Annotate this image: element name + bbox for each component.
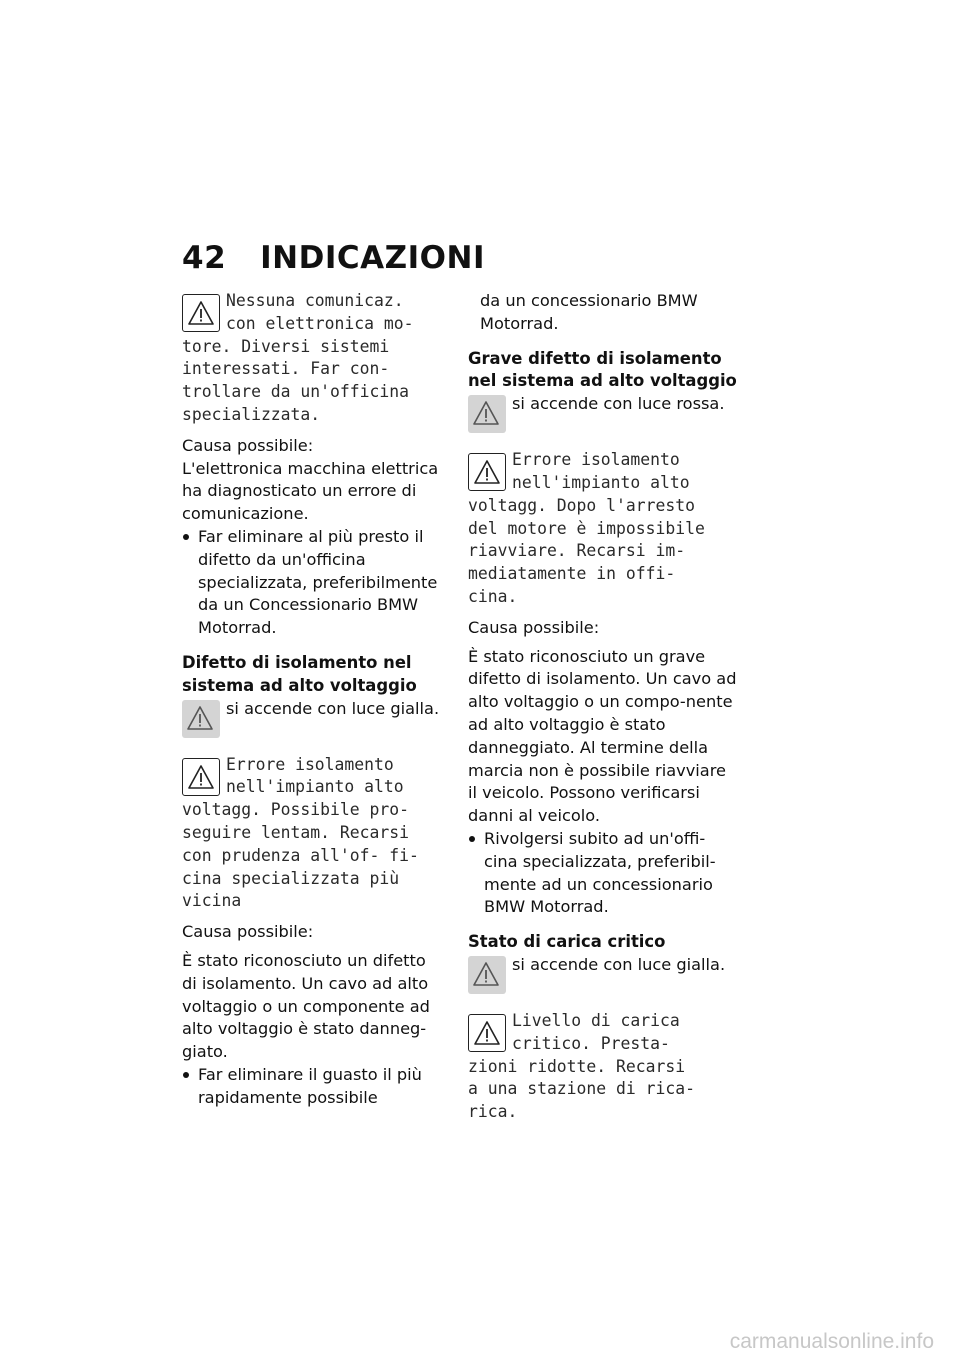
cause-text: È stato riconosciuto un difetto di isolamento. Un cavo ad alto voltaggio o un componente ad alto voltaggio è stato danneg-giato. <box>182 950 430 1062</box>
warning-triangle-icon <box>182 294 220 332</box>
action-text-continued: da un concessionario BMW Motorrad. <box>480 291 698 333</box>
section-heading: Grave difetto di isolamento nel sistema ad alto voltaggio <box>468 348 737 391</box>
action-bullet <box>182 526 444 640</box>
action-text: Far eliminare al più presto il difetto da un'officina specializzata, preferibilmente da un Concessionario BMW Motorrad. <box>198 526 438 638</box>
display-message-line: con elettronica mo- <box>226 313 414 333</box>
warning-light-row <box>468 954 738 998</box>
left-column <box>182 290 444 1110</box>
right-column <box>468 290 738 1124</box>
warning-triangle-icon <box>468 1014 506 1052</box>
display-message-text: voltagg. Possibile pro- seguire lentam. Recarsi con prudenza all'of- fi- cina specializzata più vicina <box>182 800 419 911</box>
bullet-dot <box>469 836 475 842</box>
message-no-communication <box>182 290 444 427</box>
message-critical-charge <box>468 1010 738 1124</box>
display-message-line: nell'impianto alto <box>512 472 690 492</box>
display-message-text: tore. Diversi sistemi interessati. Far con- trollare da un'officina specializzata. <box>182 336 409 424</box>
cause-label: Causa possibile: <box>468 617 600 637</box>
section-heading: Stato di carica critico <box>468 932 666 952</box>
cause-label: Causa possibile: <box>182 435 314 455</box>
message-insulation-error <box>182 754 444 914</box>
light-description: si accende con luce gialla. <box>512 954 726 974</box>
warning-triangle-icon <box>182 758 220 796</box>
action-text: Rivolgersi subito ad un'offi-cina specializzata, preferibil-mente ad un concessionario BMW Motorrad. <box>484 828 716 917</box>
cause-text: L'elettronica macchina elettrica ha diagnosticato un errore di comunicazione. <box>182 458 439 524</box>
display-message-text: zioni ridotte. Recarsi a una stazione di rica- rica. <box>468 1056 695 1122</box>
action-text: Far eliminare il guasto il più rapidamente possibile <box>198 1064 422 1107</box>
cause-label: Causa possibile: <box>182 922 314 942</box>
action-bullet <box>182 1064 444 1110</box>
cause-text: È stato riconosciuto un grave difetto di isolamento. Un cavo ad alto voltaggio o un compo-nente ad alto voltaggio è stato danneggiato. Al termine della marcia non è possibile riavviare il veicolo. Possono verificarsi danni al veicolo. <box>468 646 737 826</box>
watermark: carmanualsonline.info <box>729 1330 934 1353</box>
page-title: INDICAZIONI <box>260 240 485 276</box>
display-message-line: Errore isolamento <box>226 754 394 774</box>
bullet-dot <box>183 1072 189 1078</box>
bullet-dot <box>183 534 189 540</box>
display-message-line: nell'impianto alto <box>226 777 404 797</box>
warning-light-yellow-icon <box>182 700 220 738</box>
display-message-line: Livello di carica <box>512 1010 680 1030</box>
warning-light-yellow-icon <box>468 956 506 994</box>
warning-light-row <box>468 393 738 437</box>
page-header <box>182 240 485 276</box>
section-heading: Difetto di isolamento nel sistema ad alto voltaggio <box>182 652 417 695</box>
warning-triangle-icon <box>468 453 506 491</box>
message-severe-insulation-error <box>468 449 738 609</box>
light-description: si accende con luce gialla. <box>226 698 440 718</box>
display-message-text: voltagg. Dopo l'arresto del motore è impossibile riavviare. Recarsi im- mediatamente in offi- cina. <box>468 495 705 606</box>
light-description: si accende con luce rossa. <box>512 394 725 414</box>
display-message-line: Errore isolamento <box>512 450 680 470</box>
display-message-line: critico. Presta- <box>512 1033 670 1053</box>
action-bullet <box>468 828 738 919</box>
warning-light-row <box>182 698 444 742</box>
page-number: 42 <box>182 240 227 276</box>
display-message-line: Nessuna comunicaz. <box>226 291 404 310</box>
warning-light-red-icon <box>468 395 506 433</box>
